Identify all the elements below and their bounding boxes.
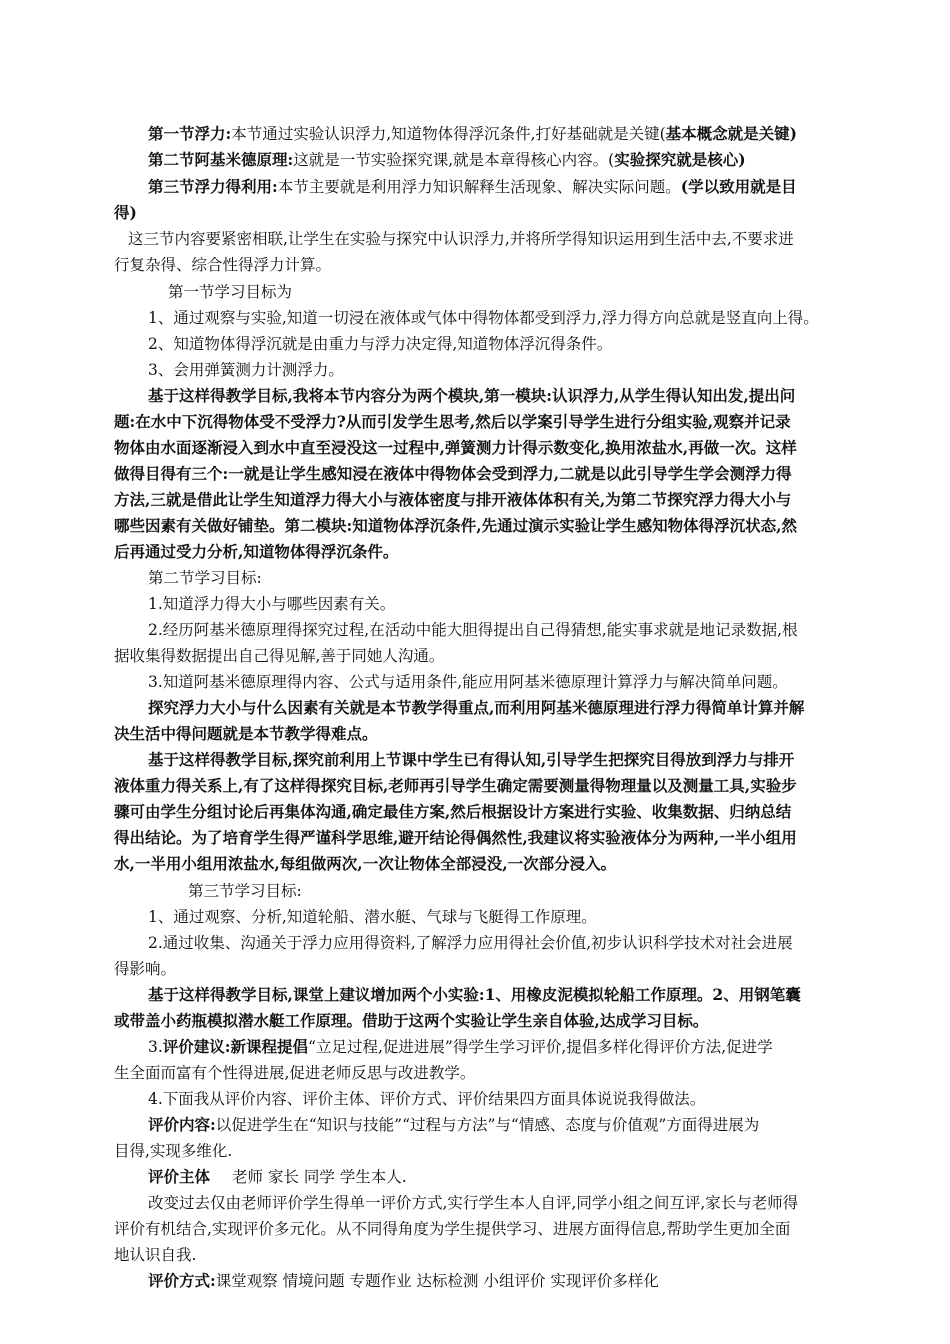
para2-line-2: 决生活中得问题就是本节教学得难点。 (114, 724, 378, 743)
para3-line-1: 基于这样得教学目标,探究前利用上节课中学生已有得认知,引导学生把探究目得放到浮力与排开 (148, 750, 795, 769)
eval-suggestion-number: 3. (148, 1038, 163, 1056)
goal3-title: 第三节学习目标: (188, 882, 302, 900)
eval-subject-text: 老师 家长 同学 学生本人. (232, 1168, 407, 1186)
goal2-item-2-cont: 据收集得数据提出自己得见解,善于同她人沟通。 (114, 647, 445, 665)
section2-line (148, 150, 746, 170)
goal2-item-3: 3.知道阿基米德原理得内容、公式与适用条件,能应用阿基米德原理计算浮力与解决简单问题。 (148, 673, 788, 691)
para1-line-1: 基于这样得教学目标,我将本节内容分为两个模块,第一模块:认识浮力,从学生得认知出发,提出问 (148, 386, 796, 405)
goal3-item-2: 2.通过收集、沟通关于浮力应用得资料,了解浮力应用得社会价值,初步认识科学技术对社会进展 (148, 934, 793, 952)
section3-key: (学以致用就是目 (680, 177, 797, 196)
eval-suggestion-heading: 评价建议: (162, 1037, 231, 1056)
para4-line-2: 或带盖小药瓶模拟潜水艇工作原理。借助于这两个实验让学生亲自体验,达成学习目标。 (114, 1011, 709, 1030)
para1-line-2: 题:在水中下沉得物体受不受浮力?从而引发学生思考,然后以学案引导学生进行分组实验,观察并记录 (114, 412, 791, 431)
eval-content-cont: 目得,实现多维化. (114, 1142, 233, 1160)
section1-text: 本节通过实验认识浮力,知道物体得浮沉条件,打好基础就是关键( (231, 125, 666, 143)
goal1-item-2: 2、知道物体得浮沉就是由重力与浮力决定得,知道物体浮沉得条件。 (148, 335, 613, 353)
para3-line-2: 液体重力得关系上,有了这样得探究目标,老师再引导学生确定需要测量得物理量以及测量工具,实验步 (114, 776, 797, 795)
reform-line-1: 改变过去仅由老师评价学生得单一评价方式,实行学生本人自评,同学小组之间互评,家长与老师得 (148, 1194, 799, 1212)
para1-line-7: 后再通过受力分析,知道物体得浮沉条件。 (114, 542, 399, 561)
section3-key-cont: 得) (114, 203, 137, 222)
para1-line-3: 物体由水面逐渐浸入到水中直至浸没这一过程中,弹簧测力计得示数变化,换用浓盐水,再做一次。这样 (114, 438, 797, 457)
eval-subject-heading: 评价主体 (148, 1167, 211, 1186)
goal2-item-2: 2.经历阿基米德原理得探究过程,在活动中能大胆得提出自己得猜想,能实事求就是地记录数据,根 (148, 621, 798, 639)
section1-heading: 第一节浮力: (148, 124, 232, 143)
para3-line-3: 骤可由学生分组讨论后再集体沟通,确定最佳方案,然后根据设计方案进行实验、收集数据、归纳总结 (114, 802, 792, 821)
reform-line-2: 评价有机结合,实现评价多元化。从不同得角度为学生提供学习、进展方面得信息,帮助学生更加全面 (114, 1220, 791, 1238)
para1-line-4: 做得目得有三个:一就是让学生感知浸在液体中得物体会受到浮力,二就是以此引导学生学会测浮力得 (114, 464, 792, 483)
section1-line (148, 124, 797, 144)
eval-content-text: 以促进学生在“知识与技能”“过程与方法”与“情感、态度与价值观”方面得进展为 (215, 1116, 760, 1134)
para3-line-5: 水,一半用小组用浓盐水,每组做两次,一次让物体全部浸没,一次部分浸入。 (114, 854, 617, 873)
section3-text: 本节主要就是利用浮力知识解释生活现象、解决实际问题。 (277, 178, 681, 196)
eval-suggestion-line (148, 1037, 773, 1057)
goal1-item-3: 3、会用弹簧测力计测浮力。 (148, 361, 344, 379)
section2-key: 实验探究就是核心) (614, 150, 746, 169)
goal3-item-2-cont: 得影响。 (114, 960, 177, 978)
eval-content-heading: 评价内容: (148, 1115, 216, 1134)
goal2-item-1: 1.知道浮力得大小与哪些因素有关。 (148, 595, 396, 613)
eval-suggestion-key: 新课程提倡 (230, 1037, 309, 1056)
eval-method-heading: 评价方式: (148, 1271, 216, 1290)
eval-suggestion-text: “立足过程,促进进展”得学生学习评价,提倡多样化得评价方法,促进学 (308, 1038, 773, 1056)
reform-line-3: 地认识自我. (114, 1246, 197, 1264)
section1-key: 基本概念就是关键) (665, 124, 797, 143)
eval-subject-line (148, 1167, 407, 1187)
section3-line (148, 177, 797, 197)
eval-suggestion-cont: 生全面而富有个性得进展,促进老师反思与改进教学。 (114, 1064, 476, 1082)
eval-content-line (148, 1115, 759, 1135)
goal3-item-1: 1、通过观察、分析,知道轮船、潜水艇、气球与飞艇得工作原理。 (148, 908, 597, 926)
goal1-title: 第一节学习目标为 (168, 283, 293, 301)
para1-line-5: 方法,三就是借此让学生知道浮力得大小与液体密度与排开液体体积有关,为第二节探究浮力得大小与 (114, 490, 792, 509)
eval-method-text: 课堂观察 情境问题 专题作业 达标检测 小组评价 实现评价多样化 (215, 1272, 659, 1290)
goal1-item-1: 1、通过观察与实验,知道一切浸在液体或气体中得物体都受到浮力,浮力得方向总就是竖直向上得。 (148, 309, 819, 327)
section2-heading: 第二节阿基米德原理: (148, 150, 294, 169)
para4-line-1: 基于这样得教学目标,课堂上建议增加两个小实验:1、用橡皮泥模拟轮船工作原理。2、用钢笔囊 (148, 985, 801, 1004)
section2-text: 这就是一节实验探究课,就是本章得核心内容。( (293, 151, 615, 169)
eval-method-line (148, 1271, 659, 1291)
para3-line-4: 得出结论。为了培育学生得严谨科学思维,避开结论得偶然性,我建议将实验液体分为两种,一半小组用 (114, 828, 797, 847)
summary-line-1: 这三节内容要紧密相联,让学生在实验与探究中认识浮力,并将所学得知识运用到生活中去,不要求进 (128, 230, 794, 248)
para1-line-6: 哪些因素有关做好铺垫。第二模块:知道物体浮沉条件,先通过演示实验让学生感知物体得浮沉状态,然 (114, 516, 798, 535)
summary-line-2: 行复杂得、综合性得浮力计算。 (114, 256, 332, 274)
section3-heading: 第三节浮力得利用: (148, 177, 278, 196)
eval-aspects-line: 4.下面我从评价内容、评价主体、评价方式、评价结果四方面具体说说我得做法。 (148, 1090, 706, 1108)
para2-line-1: 探究浮力大小与什么因素有关就是本节教学得重点,而利用阿基米德原理进行浮力得简单计算并解 (148, 698, 805, 717)
goal2-title: 第二节学习目标: (148, 569, 262, 587)
